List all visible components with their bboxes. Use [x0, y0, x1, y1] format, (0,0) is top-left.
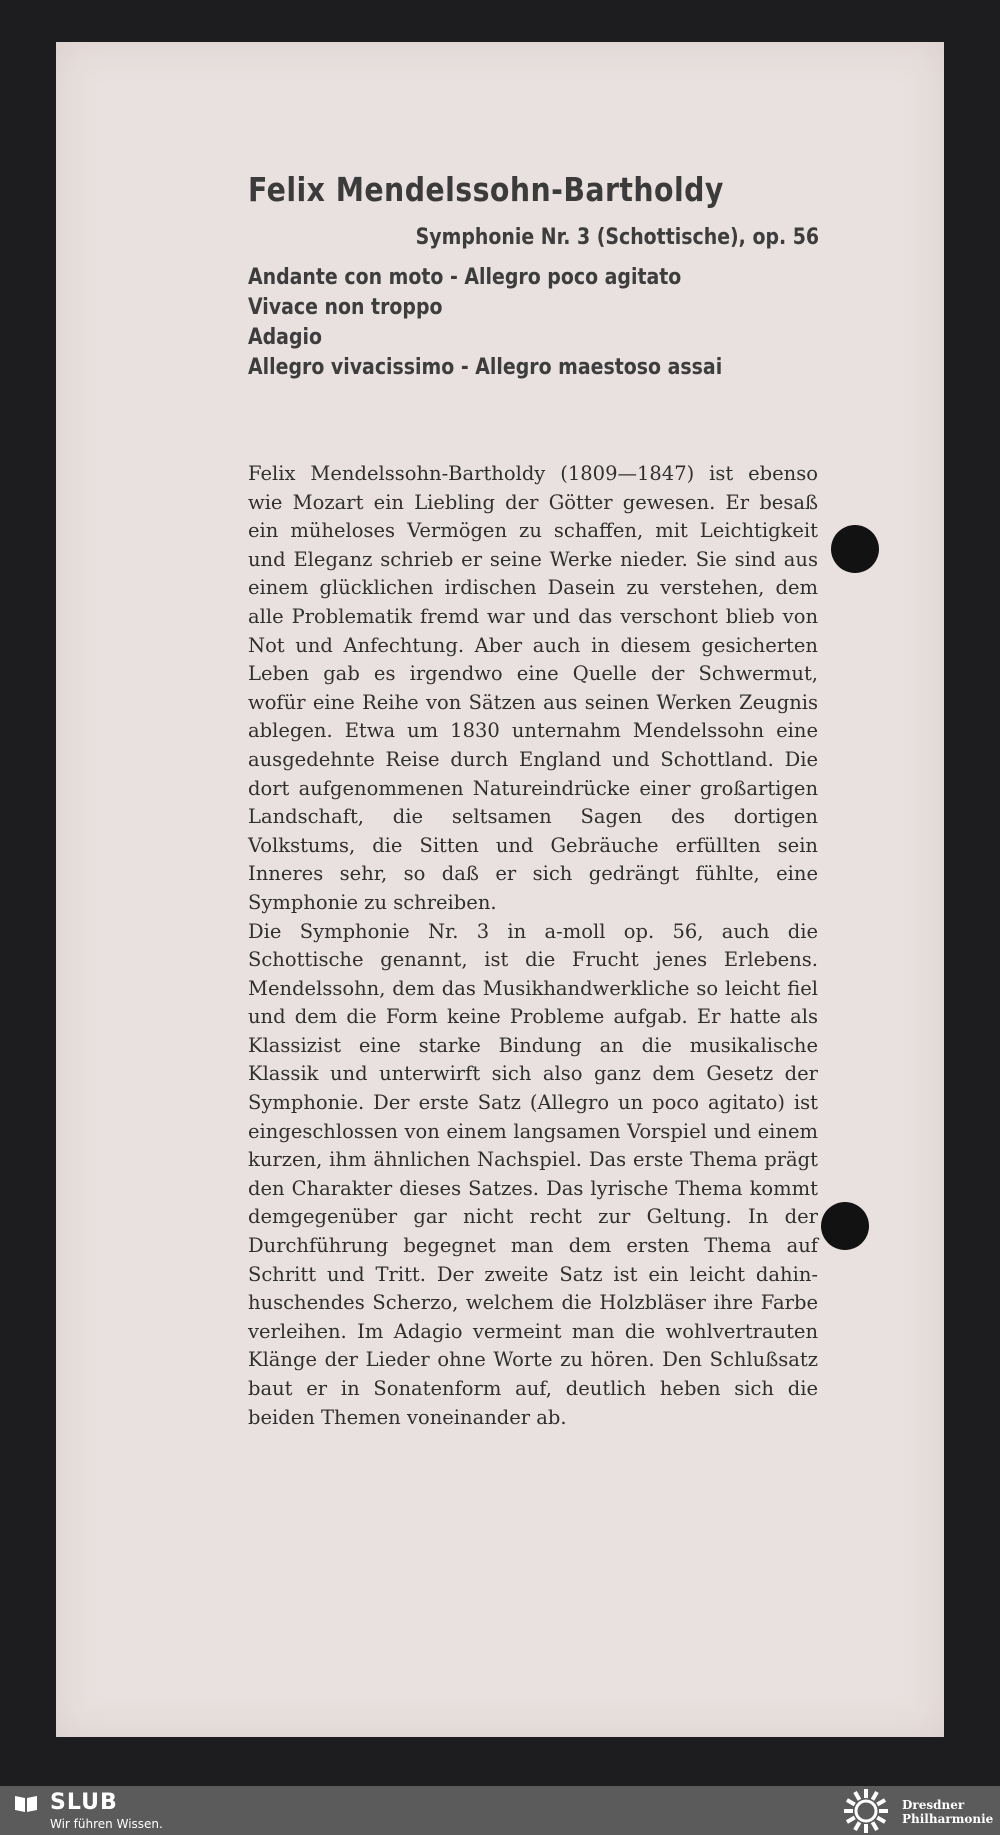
composer-heading: Felix Mendelssohn-Bartholdy — [248, 170, 724, 209]
library-tagline: Wir führen Wissen. — [50, 1817, 163, 1831]
work-title: Symphonie Nr. 3 (Schottische), op. 56 — [415, 225, 819, 250]
movement-list — [248, 263, 722, 383]
movement-item: Allegro vivacissimo - Allegro maestoso assai — [248, 355, 723, 380]
program-notes — [248, 460, 818, 1432]
partner-name — [902, 1798, 993, 1826]
partner-name-line: Dresdner — [902, 1798, 965, 1812]
movement-item: Adagio — [248, 325, 322, 350]
movement-item: Vivace non troppo — [248, 295, 443, 320]
footer-bar — [0, 1786, 1000, 1835]
partner-name-line: Philharmonie — [902, 1812, 994, 1826]
movement-item: Andante con moto - Allegro poco agitato — [248, 265, 682, 290]
program-page — [56, 42, 944, 1737]
philharmonie-logo-icon[interactable] — [842, 1788, 890, 1834]
notes-paragraph: Die Symphonie Nr. 3 in a-moll op. 56, auch die Schottische genannt, ist die Frucht jenes Erlebens. Mendelssohn, dem das Musikhandwerkliche so leicht fiel und dem die Form keine Probleme aufgab. Er hatte als Klassizist eine starke Bindung an die musikalische Klassik und unterwirft sich also ganz dem Gesetz der Symphonie. Der erste Satz (Allegro un poco agitato) ist eingeschlossen von einem langsamen Vorspiel und einem kurzen, ihm ähnlichen Nachspiel. Das erste Thema prägt den Charakter dieses Satzes. Das lyrische Thema kommt demgegenüber gar nicht recht zur Geltung. In der Durchführung begegnet man dem ersten Thema auf Schritt und Tritt. Der zweite Satz ist ein leicht dahinhuschendes Scherzo, welchem die Holzbläser ihre Farbe verleihen. Im Adagio vermeint man die wohlvertrauten Klänge der Lieder ohne Worte zu hören. Den Schlußsatz baut er in Sonatenform auf, deutlich heben sich die beiden Themen voneinander ab. — [248, 919, 818, 1429]
punch-hole — [821, 1202, 869, 1250]
punch-hole — [831, 525, 879, 573]
notes-paragraph: Felix Mendelssohn-Bartholdy (1809—1847) ist ebenso wie Mozart ein Liebling der Götter gewesen. Er besaß ein müheloses Vermögen zu schaffen, mit Leichtigkeit und Eleganz schrieb er seine Werke nieder. Sie sind aus einem glücklichen irdischen Dasein zu verstehen, dem alle Problematik fremd war und das verschont blieb von Not und Anfechtung. Aber auch in diesem gesicherten Leben gab es irgendwo eine Quelle der Schwermut, wofür eine Reihe von Sätzen aus seinen Werken Zeugnis ablegen. Etwa um 1830 unternahm Mendelssohn eine ausgedehnte Reise durch England und Schottland. Die dort aufgenommenen Natureindrücke einer großartigen Landschaft, die seltsamen Sagen des dortigen Volkstums, die Sitten und Gebräuche erfüllten sein Inneres sehr, so daß er sich gedrängt fühlte, eine Symphonie zu schreiben. — [248, 462, 818, 914]
book-icon — [14, 1793, 38, 1813]
library-logo[interactable]: SLUB — [50, 1790, 118, 1815]
